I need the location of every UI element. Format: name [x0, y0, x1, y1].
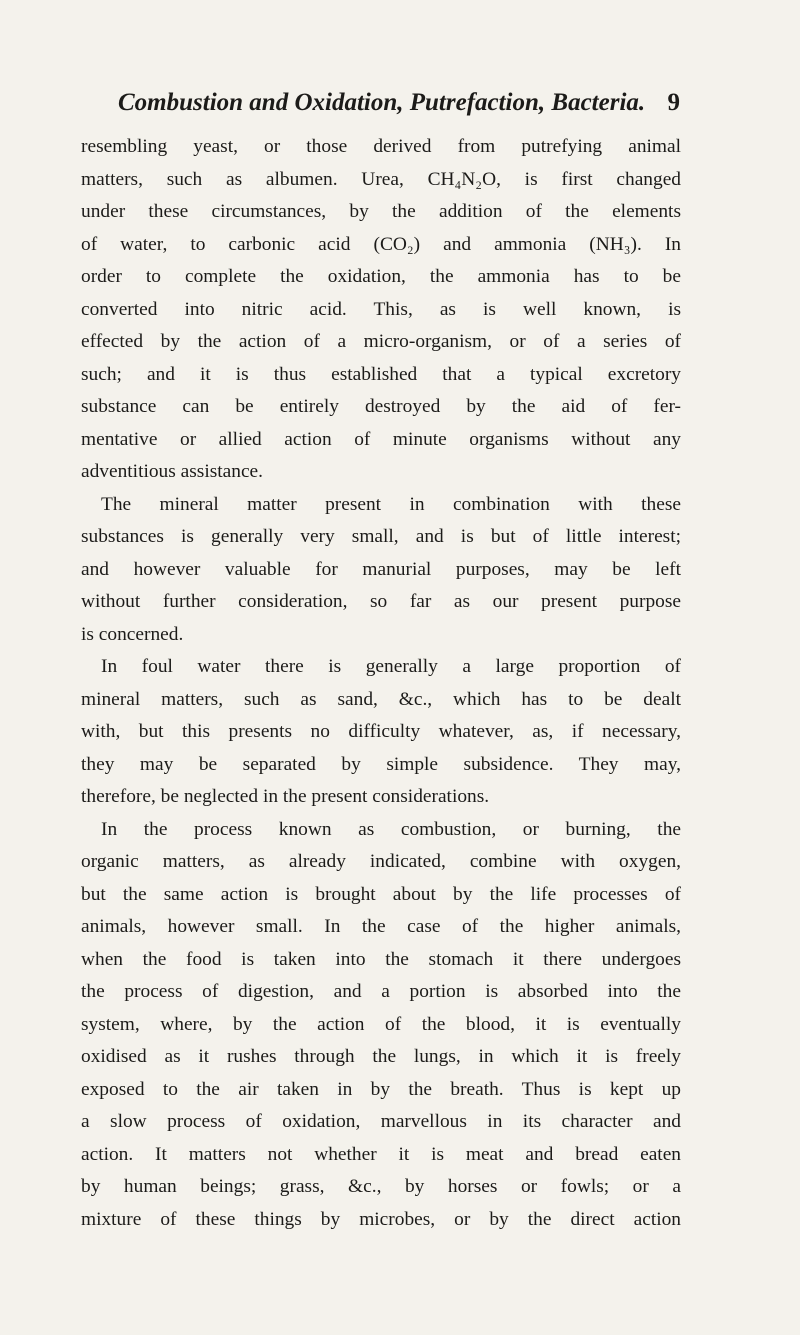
text-line: but the same action is brought about by the life processes of [81, 883, 681, 905]
text-line: the process of digestion, and a portion is absorbed into the [81, 981, 681, 1002]
text-line: effected by the action of a micro-organism, or of a series of [81, 331, 681, 352]
text-line: substance can be entirely destroyed by the aid of fer- [81, 396, 681, 417]
text-line: by human beings; grass, &c., by horses or fowls; or a [81, 1176, 681, 1197]
text-line: system, where, by the action of the blood, it is eventually [81, 1013, 681, 1035]
text-line: In the process known as combustion, or burning, the [101, 818, 681, 840]
text-line: such; and it is thus established that a typical excretory [81, 363, 681, 385]
text-line: action. It matters not whether it is meat and bread eaten [81, 1143, 681, 1165]
text-line: converted into nitric acid. This, as is well known, is [81, 298, 681, 320]
text-line: oxidised as it rushes through the lungs, in which it is freely [81, 1046, 681, 1067]
page-number: 9 [667, 89, 680, 116]
text-line: animals, however small. In the case of the higher animals, [81, 916, 681, 937]
text-line: without further consideration, so far as our present purpose [81, 591, 681, 612]
text-line: is concerned. [81, 623, 184, 645]
text-line: they may be separated by simple subsidence. They may, [81, 753, 681, 775]
text-line: mentative or allied action of minute organisms without any [81, 428, 681, 450]
text-line: mixture of these things by microbes, or by the direct action [81, 1208, 681, 1230]
text-line: The mineral matter present in combination with these [101, 493, 681, 515]
text-line: under these circumstances, by the addition of the elements [81, 201, 681, 222]
text-line: therefore, be neglected in the present considerations. [81, 786, 490, 807]
text-line: In foul water there is generally a large proportion of [101, 656, 681, 677]
text-line: resembling yeast, or those derived from putrefying animal [81, 136, 681, 157]
text-line: of water, to carbonic acid (CO₂) and ammonia (NH₃). In [81, 233, 681, 255]
text-line: matters, such as albumen. Urea, CH₄N₂O, is first changed [81, 168, 681, 190]
text-line: a slow process of oxidation, marvellous in its character and [81, 1111, 681, 1132]
text-line: organic matters, as already indicated, combine with oxygen, [81, 851, 681, 872]
text-line: order to complete the oxidation, the ammonia has to be [81, 266, 681, 287]
text-line: adventitious assistance. [81, 461, 264, 482]
running-title: Combustion and Oxidation, Putrefaction, Bacteria. [118, 89, 646, 116]
body-text [81, 131, 681, 1236]
running-header [118, 89, 680, 117]
text-line: exposed to the air taken in by the breath. Thus is kept up [81, 1078, 681, 1100]
text-line: when the food is taken into the stomach it there undergoes [81, 948, 681, 970]
text-line: substances is generally very small, and is but of little interest; [81, 526, 681, 547]
text-line: and however valuable for manurial purposes, may be left [81, 558, 681, 580]
text-line: with, but this presents no difficulty whatever, as, if necessary, [81, 721, 681, 742]
text-line: mineral matters, such as sand, &c., which has to be dealt [81, 688, 681, 710]
